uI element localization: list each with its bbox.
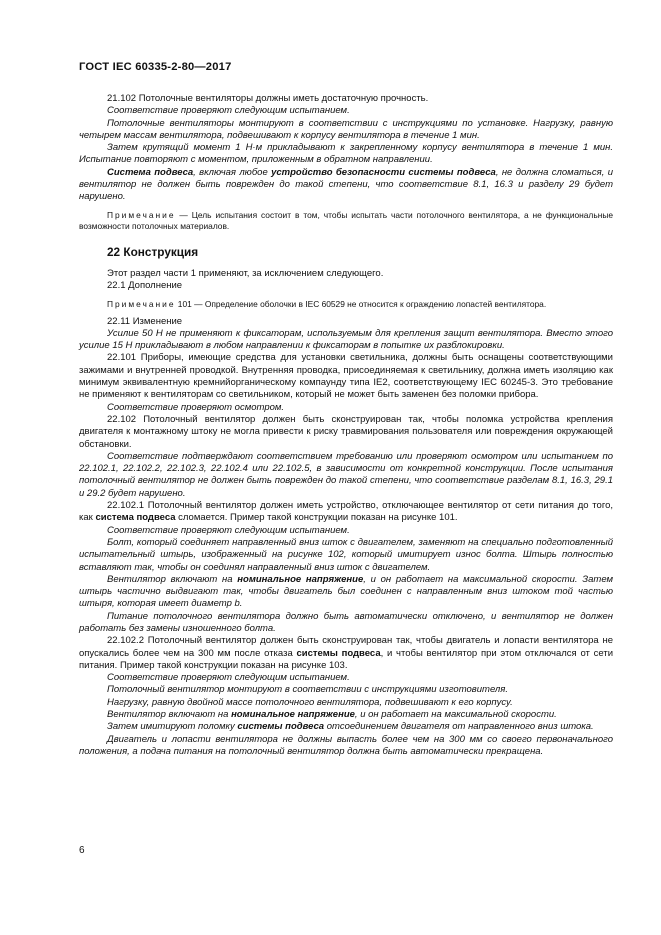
- test-requirement: Питание потолочного вентилятора должно быть автоматически отключено, и вентилятор не должен работать без замены изношенного болта.: [79, 610, 613, 634]
- clause-22-102-1: 22.102.1 Потолочный вентилятор должен иметь устройство, отключающее вентилятор от сети питания до того, как система подвеса сломается. Пример такой конструкции показан на рисунке 101.: [79, 500, 613, 524]
- test-requirement: Двигатель и лопасти вентилятора не должны выпасть более чем на 300 мм со своего первоначального положения, а подача питания на потолочный вентилятор должна быть автоматически прекращена.: [79, 733, 613, 757]
- test-procedure: Нагрузку, равную двойной массе потолочного вентилятора, подвешивают к его корпусу.: [107, 696, 513, 708]
- test-procedure: Усилие 50 Н не применяют к фиксаторам, используемым для крепления защит вентилятора. Вместо этого усилие 15 Н прикладывают в любом направлении к фиксаторам в попытке их разблокировки.: [79, 327, 613, 352]
- clause-22-11: 22.11 Изменение: [107, 315, 183, 327]
- note: Примечание — Цель испытания состоит в том, чтобы испытать части потолочного вентилятора, а не функциональные возможности потолочных материалов.: [79, 209, 613, 231]
- test-procedure: Затем крутящий момент 1 Н·м прикладывают к закрепленному корпусу вентилятора в течение 1 мин. Испытание повторяют с моментом, приложенным в обратном направлении.: [79, 142, 613, 166]
- test-procedure: Потолочные вентиляторы монтируют в соответствии с инструкциями по установке. Нагрузку, равную четырем массам вентилятора, подвешивают к корпусу вентилятора в течение 1 мин.: [79, 117, 613, 141]
- compliance-text: Соответствие подтверждают соответствием требованию или проверяют осмотром или испытанием по 22.102.1, 22.102.2, 22.102.3, 22.102.4 или 22.102.5, в зависимости от конкретной конструкции. После испытания потолочный вентилятор не должен быть поврежден до такой степени, что соответствие разделам 8.1, 16.3, 29.1 и 29.2 будет нарушено.: [79, 450, 613, 499]
- term: системы подвеса: [296, 647, 381, 659]
- term: номинальное напряжение: [237, 573, 364, 585]
- document-body: [79, 93, 613, 758]
- note-label: Примечание: [107, 298, 176, 309]
- test-procedure: Болт, который соединяет направленный вниз шток с двигателем, заменяют на специально подготовленный испытательный штырь, изображенный на рисунке 102, который имитирует износ болта. Штырь полностью вставляют так, чтобы он соединял направленный вниз шток с двигателем.: [79, 536, 613, 573]
- term: Система подвеса: [107, 166, 194, 178]
- test-procedure: Вентилятор включают на номинальное напряжение, и он работает на максимальной скорости.: [107, 709, 557, 721]
- section-intro: Этот раздел части 1 применяют, за исключением следующего.: [107, 267, 384, 279]
- test-procedure: Вентилятор включают на номинальное напряжение, и он работает на максимальной скорости. Затем штырь частично выдвигают так, чтобы двигатель был соединен с направленным вниз штоком той частью штыря, которая имеет диаметр b.: [79, 573, 614, 610]
- compliance-text: Соответствие проверяют следующим испытанием.: [107, 105, 350, 117]
- note-label: Примечание: [107, 209, 176, 220]
- compliance-text: Соответствие проверяют осмотром.: [107, 401, 285, 413]
- test-requirement: Система подвеса, включая любое устройство безопасности системы подвеса, не должна сломаться, и вентилятор не должен быть поврежден до такой степени, что соответствие 8.1, 16.3 и разделу 29 будет нарушено.: [79, 166, 613, 203]
- term: система подвеса: [95, 512, 176, 524]
- note: Примечание 101 — Определение оболочки в IEC 60529 не относится к ограждению лопастей вентилятора.: [107, 298, 547, 309]
- compliance-text: Соответствие проверяют следующим испытанием.: [107, 524, 350, 536]
- clause-22-102: 22.102 Потолочный вентилятор должен быть сконструирован так, чтобы поломка устройства крепления двигателя к монтажному штоку не могла привести к риску травмирования пользователя или повреждения окружающей обстановки.: [79, 413, 613, 450]
- clause-22-102-2: 22.102.2 Потолочный вентилятор должен быть сконструирован так, чтобы двигатель и лопасти вентилятора не опускались более чем на 300 мм после отказа системы подвеса, и чтобы вентилятор при этом отключался от сети питания. Пример такой конструкции показан на рисунке 103.: [79, 635, 614, 671]
- clause-21-102: 21.102 Потолочные вентиляторы должны иметь достаточную прочность.: [107, 93, 429, 104]
- term: номинальное напряжение: [231, 709, 355, 721]
- term: системы подвеса: [237, 721, 325, 733]
- compliance-text: Соответствие проверяют следующим испытанием.: [107, 672, 350, 684]
- test-procedure: Затем имитируют поломку системы подвеса отсоединением двигателя от направленного вниз штока.: [107, 721, 594, 733]
- term: устройство безопасности системы подвеса: [271, 166, 496, 178]
- clause-22-1: 22.1 Дополнение: [107, 280, 183, 292]
- clause-22-101: 22.101 Приборы, имеющие средства для установки светильника, должны быть оснащены соответствующими зажимами и внутренней проводкой. Внутренняя проводка, присоединяемая к светильнику, должна иметь изоляцию как минимум эквивалентную кремнийорганическому компаунду типа IE2, соответствующему IEC 60245-3. Это требование не применяют к вентиляторам со светильником, который не может быть заменен без поломки прибора.: [79, 352, 613, 401]
- section-heading: 22 Конструкция: [107, 244, 199, 259]
- document-header: ГОСТ IEC 60335-2-80—2017: [79, 61, 232, 73]
- page-number: 6: [79, 845, 85, 856]
- test-procedure: Потолочный вентилятор монтируют в соответствии с инструкциями изготовителя.: [107, 684, 508, 696]
